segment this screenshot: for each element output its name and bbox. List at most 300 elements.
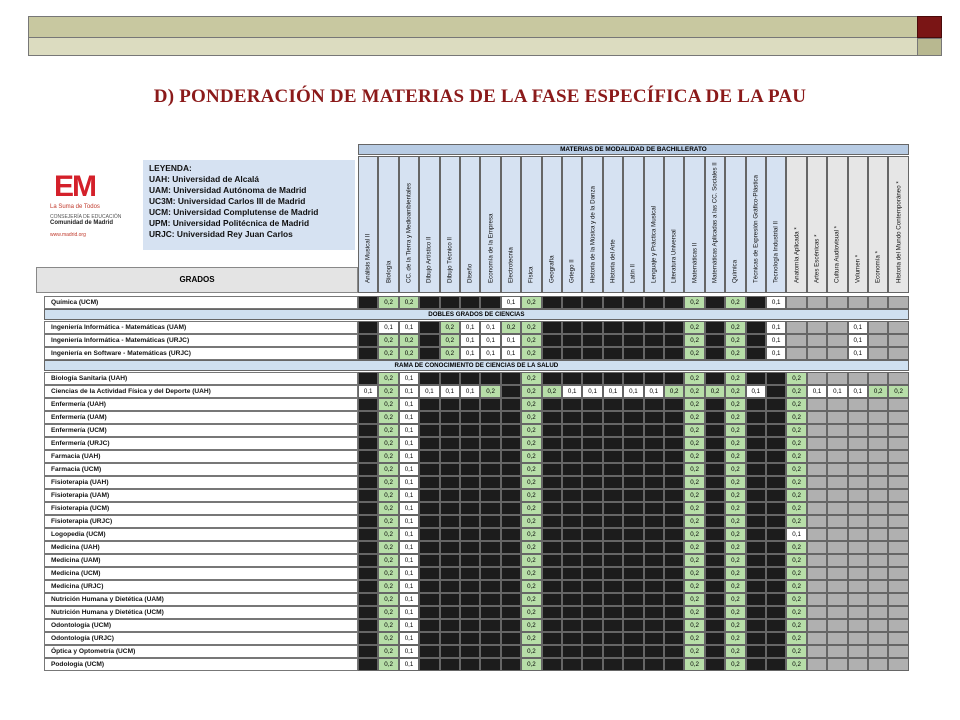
weight-cell (644, 580, 664, 593)
weight-cell (705, 554, 725, 567)
weight-cell: 0,2 (725, 489, 745, 502)
weight-cell (848, 554, 868, 567)
weight-cell (358, 398, 378, 411)
weight-cell (603, 580, 623, 593)
weight-cell: 0,2 (480, 385, 500, 398)
weight-cell: 0,2 (399, 334, 419, 347)
weight-cell (419, 372, 439, 385)
weight-cell (542, 619, 562, 632)
weight-cell (480, 619, 500, 632)
weight-cell (664, 334, 684, 347)
weight-cell (623, 632, 643, 645)
weight-cell: 0,2 (378, 476, 398, 489)
weight-cell (440, 476, 460, 489)
weight-cell (868, 296, 888, 309)
weight-cell: 0,1 (460, 334, 480, 347)
weight-cell (358, 619, 378, 632)
weight-cell (868, 476, 888, 489)
weight-cell (603, 372, 623, 385)
subject-header: Química (725, 156, 745, 293)
weight-cell (358, 502, 378, 515)
subject-header: Electrotecnia (501, 156, 521, 293)
weight-cell: 0,2 (378, 450, 398, 463)
weight-cell (623, 658, 643, 671)
weight-cell (766, 580, 786, 593)
weight-cell: 0,2 (684, 398, 704, 411)
weight-cell (766, 398, 786, 411)
weight-cell (868, 463, 888, 476)
subject-header: Geografía (542, 156, 562, 293)
weight-cell: 0,1 (399, 528, 419, 541)
weight-cell: 0,1 (399, 606, 419, 619)
weight-cell (807, 593, 827, 606)
weight-cell: 0,2 (684, 385, 704, 398)
weight-cell (644, 541, 664, 554)
slide-title: D) PONDERACIÓN DE MATERIAS DE LA FASE ESPECÍFICA DE LA PAU (153, 86, 807, 107)
weight-cell (827, 554, 847, 567)
weight-cell: 0,2 (378, 515, 398, 528)
weight-cell (705, 450, 725, 463)
weight-cell: 0,2 (786, 476, 806, 489)
subject-header: Matemáticas Aplicadas a las CC. Sociales II (705, 156, 725, 293)
materias-header: MATERIAS DE MODALIDAD DE BACHILLERATO (358, 144, 909, 155)
weight-cell (888, 619, 908, 632)
weight-cell (807, 347, 827, 360)
weight-cell: 0,2 (542, 385, 562, 398)
weight-cell (460, 296, 480, 309)
weight-cell (868, 567, 888, 580)
weight-cell (419, 554, 439, 567)
weight-cell: 0,2 (378, 437, 398, 450)
weight-cell (888, 437, 908, 450)
weight-cell (664, 372, 684, 385)
grado-label: Farmacia (UCM) (44, 463, 358, 476)
weight-cell (419, 424, 439, 437)
weight-cell (440, 554, 460, 567)
weight-cell (480, 645, 500, 658)
slide-top-bar (28, 16, 942, 38)
weight-cell: 0,2 (378, 463, 398, 476)
weight-cell (542, 541, 562, 554)
weight-cell: 0,1 (399, 450, 419, 463)
weight-cell (440, 606, 460, 619)
weight-cell (705, 502, 725, 515)
subject-header: Cultura Audiovisual * (827, 156, 847, 293)
weight-cell (562, 296, 582, 309)
weight-cell: 0,2 (684, 515, 704, 528)
weight-cell: 0,1 (746, 385, 766, 398)
weight-cell (603, 489, 623, 502)
weight-cell (582, 463, 602, 476)
weight-cell (582, 334, 602, 347)
weight-cell (664, 593, 684, 606)
weight-cell (746, 463, 766, 476)
weight-cell: 0,1 (399, 411, 419, 424)
weight-cell (542, 658, 562, 671)
weight-cell (623, 489, 643, 502)
weight-cell (460, 632, 480, 645)
weight-cell (562, 645, 582, 658)
weight-cell (562, 528, 582, 541)
weight-cell (582, 554, 602, 567)
weight-cell (746, 606, 766, 619)
weight-cell: 0,2 (378, 658, 398, 671)
weight-cell (582, 606, 602, 619)
weight-cell (582, 619, 602, 632)
weight-cell: 0,2 (521, 606, 541, 619)
weight-cell (582, 476, 602, 489)
weight-cell (480, 476, 500, 489)
weight-cell (746, 632, 766, 645)
weight-cell: 0,2 (684, 437, 704, 450)
weight-cell (562, 658, 582, 671)
weight-cell (868, 632, 888, 645)
weight-cell (582, 450, 602, 463)
weight-cell (440, 658, 460, 671)
subject-header: Historia de la Música y de la Danza (582, 156, 602, 293)
weight-cell: 0,2 (378, 296, 398, 309)
weight-cell (582, 347, 602, 360)
weight-cell (827, 450, 847, 463)
weight-cell: 0,2 (684, 606, 704, 619)
weight-cell (542, 580, 562, 593)
weight-cell: 0,2 (684, 321, 704, 334)
section-header: DOBLES GRADOS DE CIENCIAS (44, 309, 909, 320)
weight-cell (664, 296, 684, 309)
weight-cell: 0,2 (684, 632, 704, 645)
weight-cell (868, 424, 888, 437)
weight-cell: 0,2 (378, 580, 398, 593)
weight-cell (664, 658, 684, 671)
weight-cell (542, 515, 562, 528)
weight-cell: 0,2 (501, 321, 521, 334)
weight-cell (582, 372, 602, 385)
weight-cell (460, 450, 480, 463)
weight-cell: 0,1 (848, 347, 868, 360)
weight-cell (807, 541, 827, 554)
weight-cell (542, 296, 562, 309)
weight-cell (562, 502, 582, 515)
legend-item: UAM: Universidad Autónoma de Madrid (149, 185, 307, 195)
weight-cell (460, 541, 480, 554)
weight-cell (542, 347, 562, 360)
weight-cell (603, 528, 623, 541)
subject-header: Artes Escénicas * (807, 156, 827, 293)
weight-cell (786, 321, 806, 334)
weight-cell (664, 489, 684, 502)
weight-cell (603, 515, 623, 528)
weight-cell: 0,2 (868, 385, 888, 398)
weight-cell (644, 528, 664, 541)
weight-cell (888, 515, 908, 528)
weight-cell: 0,2 (725, 645, 745, 658)
weight-cell (746, 334, 766, 347)
weight-cell (644, 489, 664, 502)
weight-cell (582, 593, 602, 606)
weight-cell (603, 321, 623, 334)
weight-cell: 0,2 (684, 645, 704, 658)
weight-cell (868, 437, 888, 450)
weight-cell: 0,2 (725, 372, 745, 385)
weight-cell: 0,2 (521, 554, 541, 567)
weight-cell (766, 528, 786, 541)
weight-cell (766, 450, 786, 463)
weight-cell (644, 334, 664, 347)
weight-cell: 0,2 (786, 593, 806, 606)
weight-cell (766, 385, 786, 398)
weight-cell (786, 296, 806, 309)
weight-cell (827, 645, 847, 658)
weight-cell (480, 593, 500, 606)
weight-cell (623, 619, 643, 632)
weight-cell (582, 528, 602, 541)
weight-cell (888, 398, 908, 411)
weight-cell: 0,2 (521, 372, 541, 385)
weight-cell (848, 580, 868, 593)
weight-cell (501, 411, 521, 424)
grado-label: Medicina (UCM) (44, 567, 358, 580)
weight-cell (888, 554, 908, 567)
weight-cell (480, 606, 500, 619)
weight-cell (440, 593, 460, 606)
weight-cell (623, 450, 643, 463)
weight-cell (868, 619, 888, 632)
subject-header: Anatomía Aplicada * (786, 156, 806, 293)
weight-cell: 0,2 (725, 347, 745, 360)
weight-cell (746, 541, 766, 554)
weight-cell (501, 606, 521, 619)
weight-cell: 0,2 (725, 334, 745, 347)
weight-cell: 0,2 (378, 541, 398, 554)
weight-cell (746, 411, 766, 424)
weight-cell (888, 606, 908, 619)
weight-cell: 0,2 (684, 502, 704, 515)
weight-cell (766, 476, 786, 489)
weight-cell: 0,2 (521, 567, 541, 580)
weight-cell (582, 645, 602, 658)
weight-cell (868, 515, 888, 528)
weight-cell (807, 489, 827, 502)
weight-cell: 0,1 (501, 296, 521, 309)
weight-cell (868, 593, 888, 606)
weight-cell (868, 645, 888, 658)
weight-cell (603, 554, 623, 567)
weight-cell (460, 411, 480, 424)
weight-cell (501, 502, 521, 515)
weight-cell: 0,1 (501, 334, 521, 347)
weight-cell (868, 580, 888, 593)
weight-cell (888, 463, 908, 476)
weight-cell: 0,1 (766, 321, 786, 334)
weight-cell: 0,2 (684, 619, 704, 632)
weight-cell: 0,2 (786, 411, 806, 424)
weight-cell (501, 567, 521, 580)
subject-header: Economía de la Empresa (480, 156, 500, 293)
weight-cell (480, 411, 500, 424)
weight-cell (419, 632, 439, 645)
weight-cell (746, 398, 766, 411)
weight-cell: 0,2 (786, 567, 806, 580)
weight-cell (460, 476, 480, 489)
weight-cell (868, 450, 888, 463)
weight-cell (746, 580, 766, 593)
weight-cell: 0,1 (399, 489, 419, 502)
weight-cell (705, 528, 725, 541)
weight-cell (766, 411, 786, 424)
weight-cell: 0,1 (399, 476, 419, 489)
weight-cell (623, 554, 643, 567)
weight-cell (460, 645, 480, 658)
weight-cell (705, 606, 725, 619)
weight-cell (705, 658, 725, 671)
weight-cell: 0,2 (378, 606, 398, 619)
weight-cell (807, 580, 827, 593)
weight-cell (766, 424, 786, 437)
weight-cell (501, 450, 521, 463)
weight-cell: 0,2 (521, 580, 541, 593)
weight-cell: 0,1 (399, 385, 419, 398)
weight-cell (705, 489, 725, 502)
weight-cell: 0,2 (521, 489, 541, 502)
comunidad-madrid-logo (42, 160, 142, 250)
weight-cell: 0,1 (399, 321, 419, 334)
weight-cell (582, 489, 602, 502)
weight-cell (766, 619, 786, 632)
weight-cell (542, 567, 562, 580)
weight-cell: 0,2 (786, 450, 806, 463)
slide-top-accent (917, 16, 942, 38)
weight-cell (603, 296, 623, 309)
weight-cell: 0,2 (725, 463, 745, 476)
weight-cell (807, 554, 827, 567)
weight-cell (705, 372, 725, 385)
weight-cell (480, 658, 500, 671)
weight-cell: 0,2 (684, 580, 704, 593)
weight-cell (460, 554, 480, 567)
weight-cell (419, 463, 439, 476)
weight-cell: 0,2 (684, 411, 704, 424)
weight-cell (746, 489, 766, 502)
weight-cell (746, 424, 766, 437)
weight-cell (358, 296, 378, 309)
weight-cell (827, 658, 847, 671)
weight-cell (623, 476, 643, 489)
weight-cell (440, 296, 460, 309)
weight-cell (562, 437, 582, 450)
weight-cell (358, 372, 378, 385)
weight-cell (664, 502, 684, 515)
weight-cell (827, 463, 847, 476)
weight-cell (460, 658, 480, 671)
weight-cell (664, 515, 684, 528)
weight-cell (562, 347, 582, 360)
weight-cell (888, 476, 908, 489)
weight-cell: 0,1 (399, 580, 419, 593)
weight-cell (562, 372, 582, 385)
weight-cell (664, 619, 684, 632)
weight-cell (807, 528, 827, 541)
weight-cell (848, 632, 868, 645)
weight-cell (542, 463, 562, 476)
weight-cell (419, 321, 439, 334)
subject-header: Economía * (868, 156, 888, 293)
weight-cell: 0,2 (684, 463, 704, 476)
weight-cell (623, 321, 643, 334)
weight-cell: 0,2 (684, 528, 704, 541)
weight-cell (664, 450, 684, 463)
weight-cell: 0,2 (664, 385, 684, 398)
grado-label: Ingeniería en Software - Matemáticas (URJC) (44, 347, 358, 360)
weight-cell (664, 554, 684, 567)
weight-cell (623, 645, 643, 658)
weight-cell: 0,1 (399, 619, 419, 632)
weight-cell: 0,2 (378, 385, 398, 398)
weight-cell (562, 489, 582, 502)
weight-cell (358, 476, 378, 489)
weight-cell (827, 296, 847, 309)
weight-cell: 0,2 (378, 554, 398, 567)
weight-cell (807, 321, 827, 334)
subject-header: Latín II (623, 156, 643, 293)
weight-cell (480, 489, 500, 502)
weight-cell (419, 515, 439, 528)
weight-cell (766, 645, 786, 658)
weight-cell: 0,1 (460, 347, 480, 360)
weight-cell (419, 334, 439, 347)
weight-cell (542, 528, 562, 541)
weight-cell: 0,1 (603, 385, 623, 398)
weight-cell (644, 606, 664, 619)
weight-cell (664, 541, 684, 554)
weight-cell: 0,1 (440, 385, 460, 398)
weight-cell: 0,2 (725, 398, 745, 411)
grado-label: Fisioterapia (URJC) (44, 515, 358, 528)
logo-org-line2: Comunidad de Madrid (50, 220, 113, 226)
weight-cell (603, 541, 623, 554)
weight-cell: 0,2 (786, 541, 806, 554)
weight-cell: 0,2 (521, 424, 541, 437)
weight-cell (542, 593, 562, 606)
weight-cell (623, 541, 643, 554)
grado-label: Podología (UCM) (44, 658, 358, 671)
weight-cell (786, 347, 806, 360)
weight-cell: 0,2 (705, 385, 725, 398)
weight-cell: 0,2 (521, 411, 541, 424)
weight-cell (868, 658, 888, 671)
weight-cell (888, 334, 908, 347)
weight-cell (501, 476, 521, 489)
weight-cell (644, 645, 664, 658)
legend-item: UC3M: Universidad Carlos III de Madrid (149, 196, 306, 206)
weight-cell (501, 385, 521, 398)
weight-cell (419, 347, 439, 360)
weight-cell (746, 372, 766, 385)
weight-cell (480, 463, 500, 476)
weight-cell (807, 476, 827, 489)
weight-cell: 0,2 (786, 463, 806, 476)
weight-cell (440, 528, 460, 541)
weight-cell: 0,2 (725, 437, 745, 450)
weight-cell (419, 658, 439, 671)
weight-cell (807, 645, 827, 658)
weight-cell: 0,2 (378, 334, 398, 347)
weight-cell (705, 541, 725, 554)
weight-cell (501, 489, 521, 502)
weight-cell: 0,2 (786, 554, 806, 567)
grado-label: Enfermería (UAH) (44, 398, 358, 411)
weight-cell (827, 567, 847, 580)
weight-cell (501, 437, 521, 450)
